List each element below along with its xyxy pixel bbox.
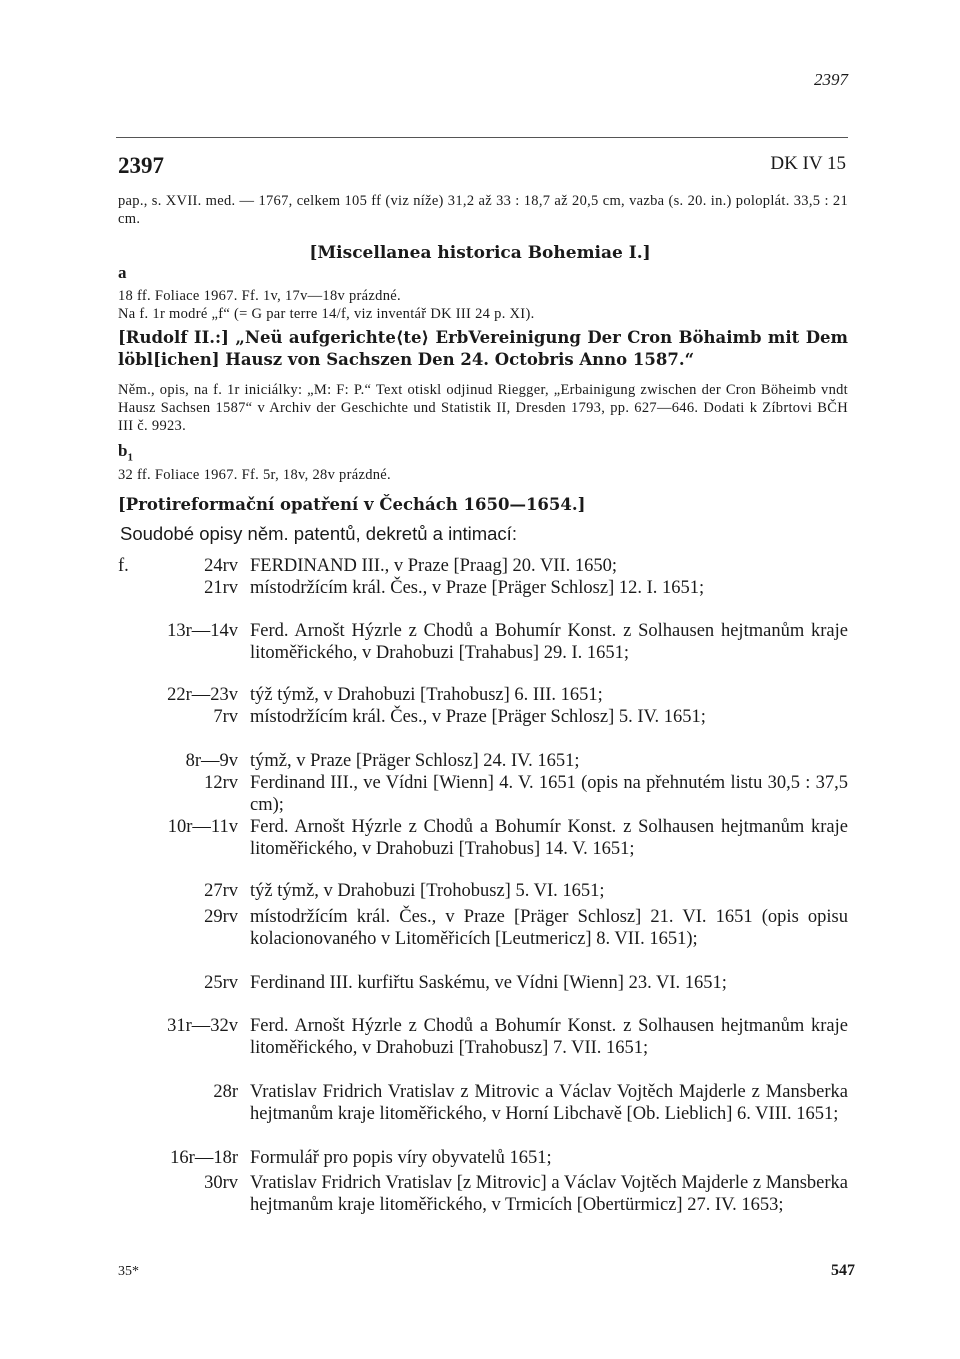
- entry-folio: 29rv: [204, 907, 238, 927]
- entry-text: místodržícím král. Čes., v Praze [Präger Schlosz] 5. IV. 1651;: [250, 707, 706, 727]
- entry-text: Vratislav Fridrich Vratislav [z Mitrovic] a Václav Vojtěch Majderle z Mansberka hejtmanům kraje litoměřického, v Trmicích [Obertürmicz] 27. IV. 1653;: [250, 1173, 848, 1215]
- entry-text: týž týmž, v Drahobuzi [Trohobusz] 5. VI. 1651;: [250, 881, 605, 901]
- part-b1-title: [Protireformační opatření v Čechách 1650—1654.]: [118, 495, 586, 514]
- entry-folio: 8r—9v: [185, 751, 238, 771]
- entry-text: Ferd. Arnošt Hýzrle z Chodů a Bohumír Konst. z Solhausen hejtmanům kraje litoměřického, v Drahobuzi [Trahobusz] 7. VII. 1651;: [250, 1016, 848, 1058]
- entry-text: místodržícím král. Čes., v Praze [Präger Schlosz] 21. VI. 1651 (opis opisu kolacionovaného v Litoměřicích [Leutmericz] 8. VII. 1651);: [250, 907, 848, 949]
- entry-folio: 21rv: [204, 578, 238, 598]
- entry-folio: 13r—14v: [167, 621, 238, 641]
- entry-folio: 27rv: [204, 881, 238, 901]
- physical-description: pap., s. XVII. med. — 1767, celkem 105 ff (viz níže) 31,2 až 33 : 18,7 až 20,5 cm, vazba (s. 20. in.) poloplát. 33,5 : 21 cm.: [118, 193, 848, 227]
- signature-mark: 35*: [118, 1264, 139, 1279]
- entry-folio: 10r—11v: [167, 817, 238, 837]
- part-a-title: [Rudolf II.:] „Neü aufgerichte⟨te⟩ ErbVereinigung Der Cron Böhaimb mit Dem löbl[ichen] Hausz von Sachszen Den 24. Octobris Anno 1587.“: [118, 328, 848, 369]
- collection-title: [Miscellanea historica Bohemiae I.]: [309, 243, 651, 263]
- entry-folio: 25rv: [204, 973, 238, 993]
- part-a-foliation: 18 ff. Foliace 1967. Ff. 1v, 17v—18v prázdné.: [118, 288, 401, 304]
- entry-folio: 22r—23v: [167, 685, 238, 705]
- header-rule: [116, 137, 848, 138]
- entry-folio: 30rv: [204, 1173, 238, 1193]
- page-number: 547: [831, 1262, 855, 1279]
- entry-text: týmž, v Praze [Präger Schlosz] 24. IV. 1651;: [250, 751, 580, 771]
- entry-folio: 16r—18r: [170, 1148, 238, 1168]
- part-a-letter: a: [118, 263, 127, 282]
- entry-text: Ferd. Arnošt Hýzrle z Chodů a Bohumír Konst. z Solhausen hejtmanům kraje litoměřického, v Drahobuzi [Trahobus] 14. V. 1651;: [250, 817, 848, 859]
- entry-folio: 12rv: [204, 773, 238, 793]
- entry-folio: 31r—32v: [167, 1016, 238, 1036]
- part-a-note: Na f. 1r modré „f“ (= G par terre 14/f, viz inventář DK III 24 p. XI).: [118, 306, 535, 322]
- part-b1-intro: Soudobé opisy něm. patentů, dekretů a intimací:: [120, 523, 517, 544]
- part-b1-foliation: 32 ff. Foliace 1967. Ff. 5r, 18v, 28v prázdné.: [118, 467, 391, 483]
- entry-number: 2397: [118, 153, 164, 178]
- entry-text: Formulář pro popis víry obyvatelů 1651;: [250, 1148, 552, 1168]
- entry-folio: 24rv: [204, 556, 238, 576]
- folio-prefix: f.: [118, 556, 129, 576]
- entry-folio: 28r: [213, 1082, 238, 1102]
- entry-text: Ferdinand III. kurfiřtu Saskému, ve Vídni [Wienn] 23. VI. 1651;: [250, 973, 727, 993]
- entry-text: FERDINAND III., v Praze [Praag] 20. VII. 1650;: [250, 556, 618, 576]
- entry-text: místodržícím král. Čes., v Praze [Präger Schlosz] 12. I. 1651;: [250, 578, 705, 598]
- entry-folio: 7rv: [213, 707, 238, 727]
- running-head: 2397: [814, 70, 848, 89]
- entry-text: týž týmž, v Drahobuzi [Trahobusz] 6. III. 1651;: [250, 685, 603, 705]
- shelf-signature: DK IV 15: [770, 153, 846, 174]
- part-b1-letter-main: b: [118, 441, 128, 460]
- part-b1-letter-subscript: 1: [127, 451, 133, 464]
- part-b1-letter: [118, 441, 133, 463]
- entry-text: Vratislav Fridrich Vratislav z Mitrovic a Václav Vojtěch Majderle z Mansberka hejtmanům kraje litoměřického, v Horní Libchavě [Ob. Lieblich] 6. VIII. 1651;: [250, 1082, 848, 1124]
- entry-text: Ferdinand III., ve Vídni [Wienn] 4. V. 1651 (opis na přehnutém listu 30,5 : 37,5 cm);: [250, 773, 848, 815]
- part-a-remark: Něm., opis, na f. 1r iniciálky: „M: F: P.“ Text otiskl odjinud Riegger, „Erbainigung zwischen der Cron Böheimb vndt Hausz Sachsen 1587“ v Archiv der Geschichte und Statistik II, Dresden 1793, pp. 627—646. Dodati k Zíbrtovi BČH III č. 9923.: [118, 382, 848, 434]
- entry-text: Ferd. Arnošt Hýzrle z Chodů a Bohumír Konst. z Solhausen hejtmanům kraje litoměřického, v Drahobuzi [Trahabus] 29. I. 1651;: [250, 621, 848, 663]
